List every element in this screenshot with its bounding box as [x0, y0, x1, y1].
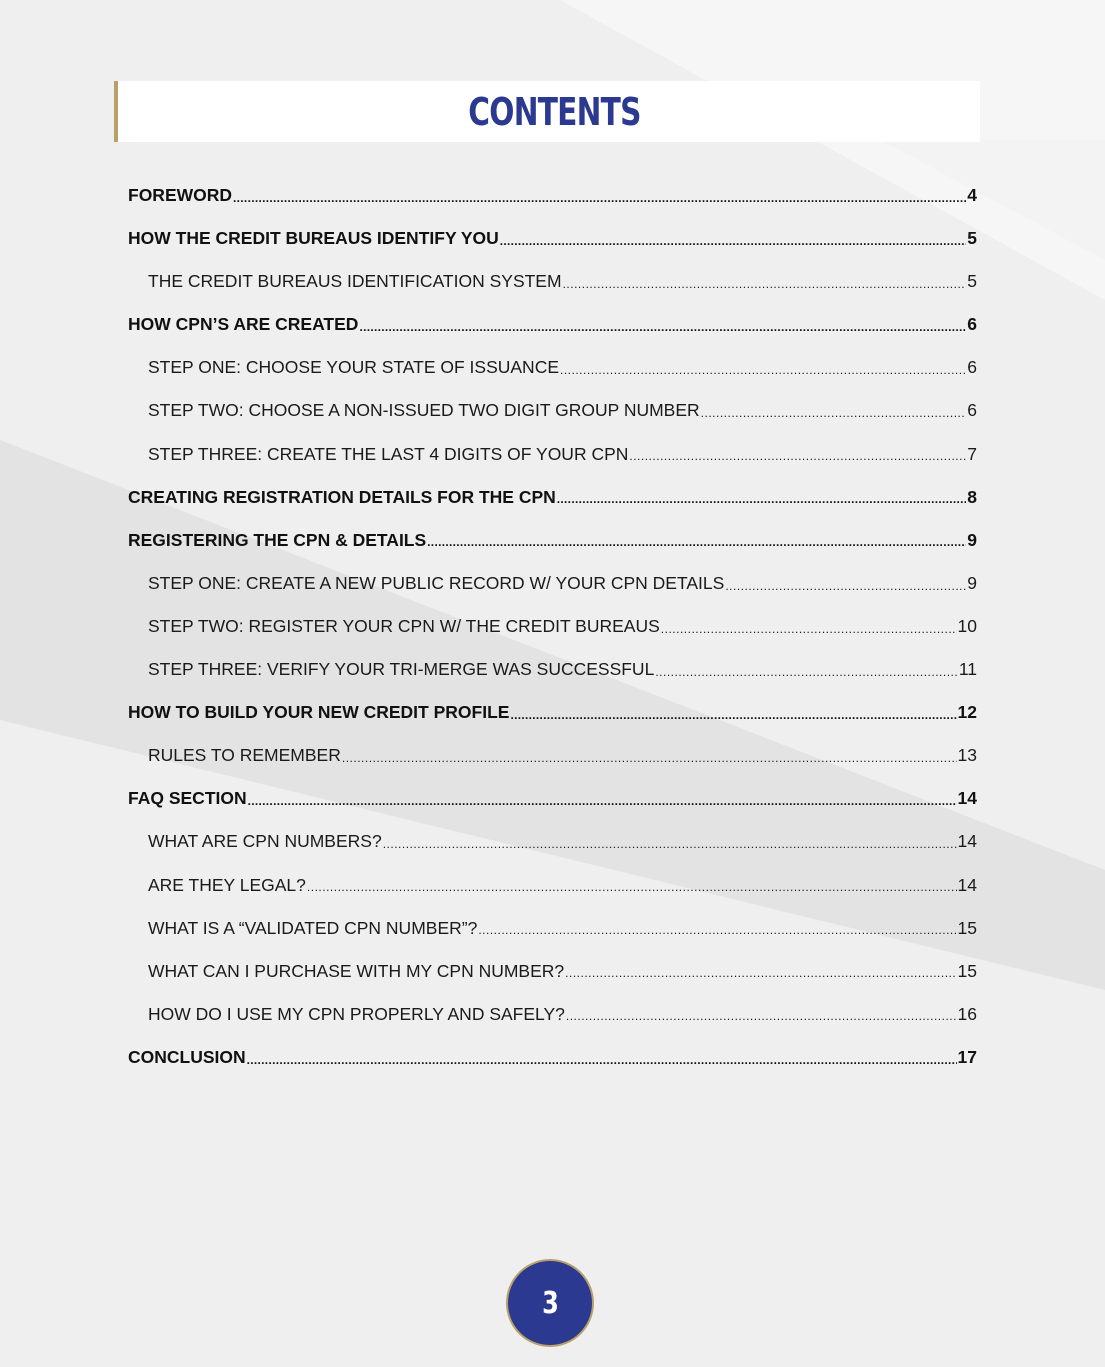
toc-entry-page-number: 9: [967, 529, 977, 550]
toc-entry-title: STEP ONE: CREATE A NEW PUBLIC RECORD W/ YOUR CPN DETAILS: [148, 572, 725, 593]
toc-entry-title: HOW TO BUILD YOUR NEW CREDIT PROFILE: [128, 702, 510, 723]
toc-subsection-entry[interactable]: [128, 562, 977, 605]
toc-subsection-entry[interactable]: [128, 389, 977, 432]
toc-entry-page-number: 7: [967, 443, 977, 464]
toc-dot-leader: [563, 273, 967, 291]
toc-dot-leader: [560, 359, 966, 377]
toc-subsection-entry[interactable]: [128, 820, 977, 863]
toc-entry-page-number: 15: [957, 917, 977, 938]
table-of-contents: [128, 174, 977, 1079]
toc-dot-leader: [725, 575, 966, 593]
toc-subsection-entry[interactable]: [128, 864, 977, 907]
contents-title-bar: [114, 81, 980, 142]
toc-entry-page-number: 6: [967, 314, 977, 335]
toc-entry-title: FAQ SECTION: [128, 788, 247, 809]
toc-entry-page-number: 10: [957, 615, 977, 636]
toc-section-entry[interactable]: [128, 217, 977, 260]
toc-entry-page-number: 8: [967, 486, 977, 507]
toc-entry-title: REGISTERING THE CPN & DETAILS: [128, 529, 427, 550]
toc-entry-page-number: 16: [957, 1003, 977, 1024]
toc-subsection-entry[interactable]: [128, 260, 977, 303]
toc-entry-title: CONCLUSION: [128, 1046, 246, 1067]
toc-entry-page-number: 13: [957, 745, 977, 766]
toc-dot-leader: [307, 876, 957, 894]
toc-dot-leader: [701, 402, 967, 420]
toc-dot-leader: [557, 488, 966, 506]
toc-subsection-entry[interactable]: [128, 993, 977, 1036]
toc-dot-leader: [383, 833, 957, 851]
toc-entry-title: STEP TWO: CHOOSE A NON-ISSUED TWO DIGIT GROUP NUMBER: [148, 400, 700, 421]
toc-dot-leader: [247, 1049, 957, 1067]
toc-entry-title: STEP ONE: CHOOSE YOUR STATE OF ISSUANCE: [148, 357, 560, 378]
toc-entry-page-number: 4: [967, 185, 977, 205]
toc-entry-page-number: 14: [957, 874, 977, 895]
toc-entry-title: STEP TWO: REGISTER YOUR CPN W/ THE CREDIT BUREAUS: [148, 615, 660, 636]
toc-entry-page-number: 6: [967, 357, 977, 378]
toc-dot-leader: [510, 704, 956, 722]
toc-section-entry[interactable]: [128, 691, 977, 734]
toc-entry-title: ARE THEY LEGAL?: [148, 874, 306, 895]
toc-entry-title: HOW DO I USE MY CPN PROPERLY AND SAFELY?: [148, 1003, 565, 1024]
toc-section-entry[interactable]: [128, 519, 977, 562]
toc-entry-title: RULES TO REMEMBER: [148, 745, 341, 766]
toc-entry-page-number: 12: [957, 702, 977, 723]
toc-entry-title: WHAT IS A “VALIDATED CPN NUMBER”?: [148, 917, 478, 938]
toc-dot-leader: [478, 919, 956, 937]
toc-entry-page-number: 6: [967, 400, 977, 421]
toc-dot-leader: [629, 445, 966, 463]
toc-dot-leader: [248, 790, 957, 808]
toc-dot-leader: [427, 532, 966, 550]
page-title: CONTENTS: [467, 89, 641, 134]
toc-section-entry[interactable]: [128, 777, 977, 820]
toc-dot-leader: [342, 747, 957, 765]
toc-section-entry[interactable]: [128, 174, 977, 217]
toc-dot-leader: [233, 187, 966, 205]
toc-dot-leader: [661, 618, 957, 636]
toc-section-entry[interactable]: [128, 303, 977, 346]
toc-section-entry[interactable]: [128, 476, 977, 519]
page-number: 3: [541, 1285, 559, 1321]
toc-entry-page-number: 5: [967, 271, 977, 292]
toc-dot-leader: [565, 962, 956, 980]
toc-section-entry[interactable]: [128, 1036, 977, 1079]
toc-subsection-entry[interactable]: [128, 907, 977, 950]
toc-entry-title: STEP THREE: VERIFY YOUR TRI-MERGE WAS SUCCESSFUL: [148, 659, 655, 680]
toc-entry-title: HOW CPN’S ARE CREATED: [128, 314, 359, 335]
toc-subsection-entry[interactable]: [128, 605, 977, 648]
toc-dot-leader: [500, 230, 967, 248]
toc-entry-title: HOW THE CREDIT BUREAUS IDENTIFY YOU: [128, 228, 499, 249]
toc-entry-title: CREATING REGISTRATION DETAILS FOR THE CPN: [128, 486, 556, 507]
toc-entry-title: WHAT ARE CPN NUMBERS?: [148, 831, 382, 852]
toc-entry-title: STEP THREE: CREATE THE LAST 4 DIGITS OF YOUR CPN: [148, 443, 629, 464]
toc-entry-page-number: 14: [957, 831, 977, 852]
toc-subsection-entry[interactable]: [128, 648, 977, 691]
toc-entry-title: THE CREDIT BUREAUS IDENTIFICATION SYSTEM: [148, 271, 562, 292]
toc-subsection-entry[interactable]: [128, 346, 977, 389]
toc-entry-page-number: 14: [957, 788, 977, 809]
toc-subsection-entry[interactable]: [128, 734, 977, 777]
toc-dot-leader: [359, 316, 966, 334]
toc-entry-page-number: 11: [958, 659, 977, 680]
toc-subsection-entry[interactable]: [128, 433, 977, 476]
toc-dot-leader: [566, 1006, 957, 1024]
toc-subsection-entry[interactable]: [128, 950, 977, 993]
toc-entry-title: WHAT CAN I PURCHASE WITH MY CPN NUMBER?: [148, 960, 565, 981]
toc-entry-page-number: 15: [957, 960, 977, 981]
toc-entry-title: FOREWORD: [128, 185, 233, 205]
page-number-badge: [506, 1259, 594, 1347]
toc-entry-page-number: 17: [957, 1046, 977, 1067]
toc-dot-leader: [655, 661, 958, 679]
toc-entry-page-number: 9: [967, 572, 977, 593]
toc-entry-page-number: 5: [967, 228, 977, 249]
